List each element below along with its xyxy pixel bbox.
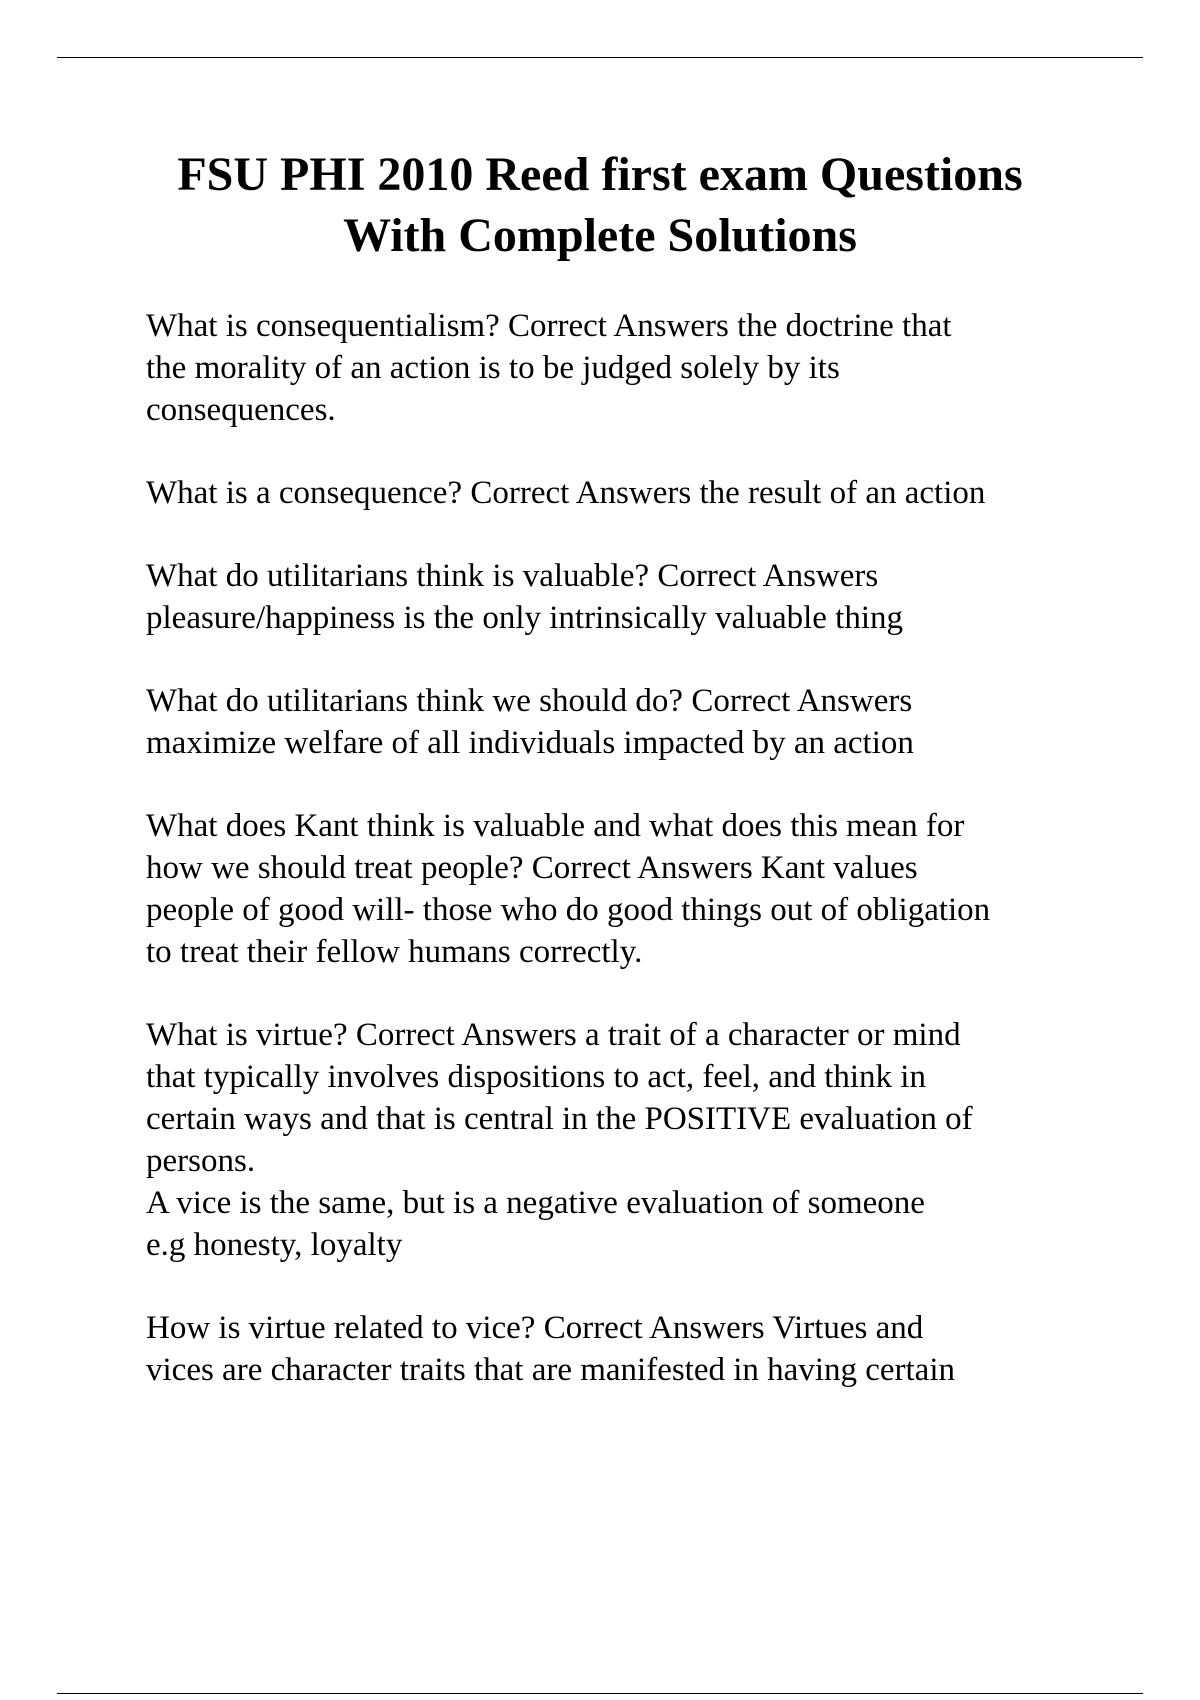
top-divider [57,57,1143,58]
text-line: persons. [146,1143,256,1179]
qa-entry-utilitarian-value [146,555,1096,639]
text-line: vices are character traits that are manifested in having certain [146,1352,955,1388]
qa-entry-virtue-vice [146,1307,1096,1391]
text-line: What is a consequence? Correct Answers the result of an action [146,475,986,511]
qa-list [146,305,1096,1432]
document-title [120,144,1080,266]
bottom-divider [57,1693,1143,1694]
text-line: What do utilitarians think is valuable? Correct Answers [146,558,879,594]
text-line: How is virtue related to vice? Correct Answers Virtues and [146,1310,924,1346]
title-line-2: With Complete Solutions [343,209,857,262]
text-line: What does Kant think is valuable and what does this mean for [146,808,965,844]
qa-entry-consequentialism [146,305,1096,431]
text-line: maximize welfare of all individuals impacted by an action [146,725,914,761]
text-line: e.g honesty, loyalty [146,1227,403,1263]
title-line-1: FSU PHI 2010 Reed first exam Questions [177,148,1023,201]
text-line: What is consequentialism? Correct Answers the doctrine that [146,308,952,344]
text-line: people of good will- those who do good things out of obligation [146,892,991,928]
text-line: how we should treat people? Correct Answers Kant values [146,850,918,886]
qa-entry-utilitarian-action [146,680,1096,764]
text-line: A vice is the same, but is a negative evaluation of someone [146,1185,925,1221]
text-line: What do utilitarians think we should do? Correct Answers [146,683,913,719]
text-line: certain ways and that is central in the POSITIVE evaluation of [146,1101,973,1137]
qa-entry-kant [146,805,1096,973]
text-line: What is virtue? Correct Answers a trait of a character or mind [146,1017,961,1053]
text-line: pleasure/happiness is the only intrinsically valuable thing [146,600,904,636]
text-line: that typically involves dispositions to act, feel, and think in [146,1059,926,1095]
text-line: to treat their fellow humans correctly. [146,934,643,970]
qa-entry-virtue [146,1014,1096,1266]
text-line: the morality of an action is to be judged solely by its [146,350,840,386]
text-line: consequences. [146,392,336,428]
qa-entry-consequence [146,472,1096,514]
